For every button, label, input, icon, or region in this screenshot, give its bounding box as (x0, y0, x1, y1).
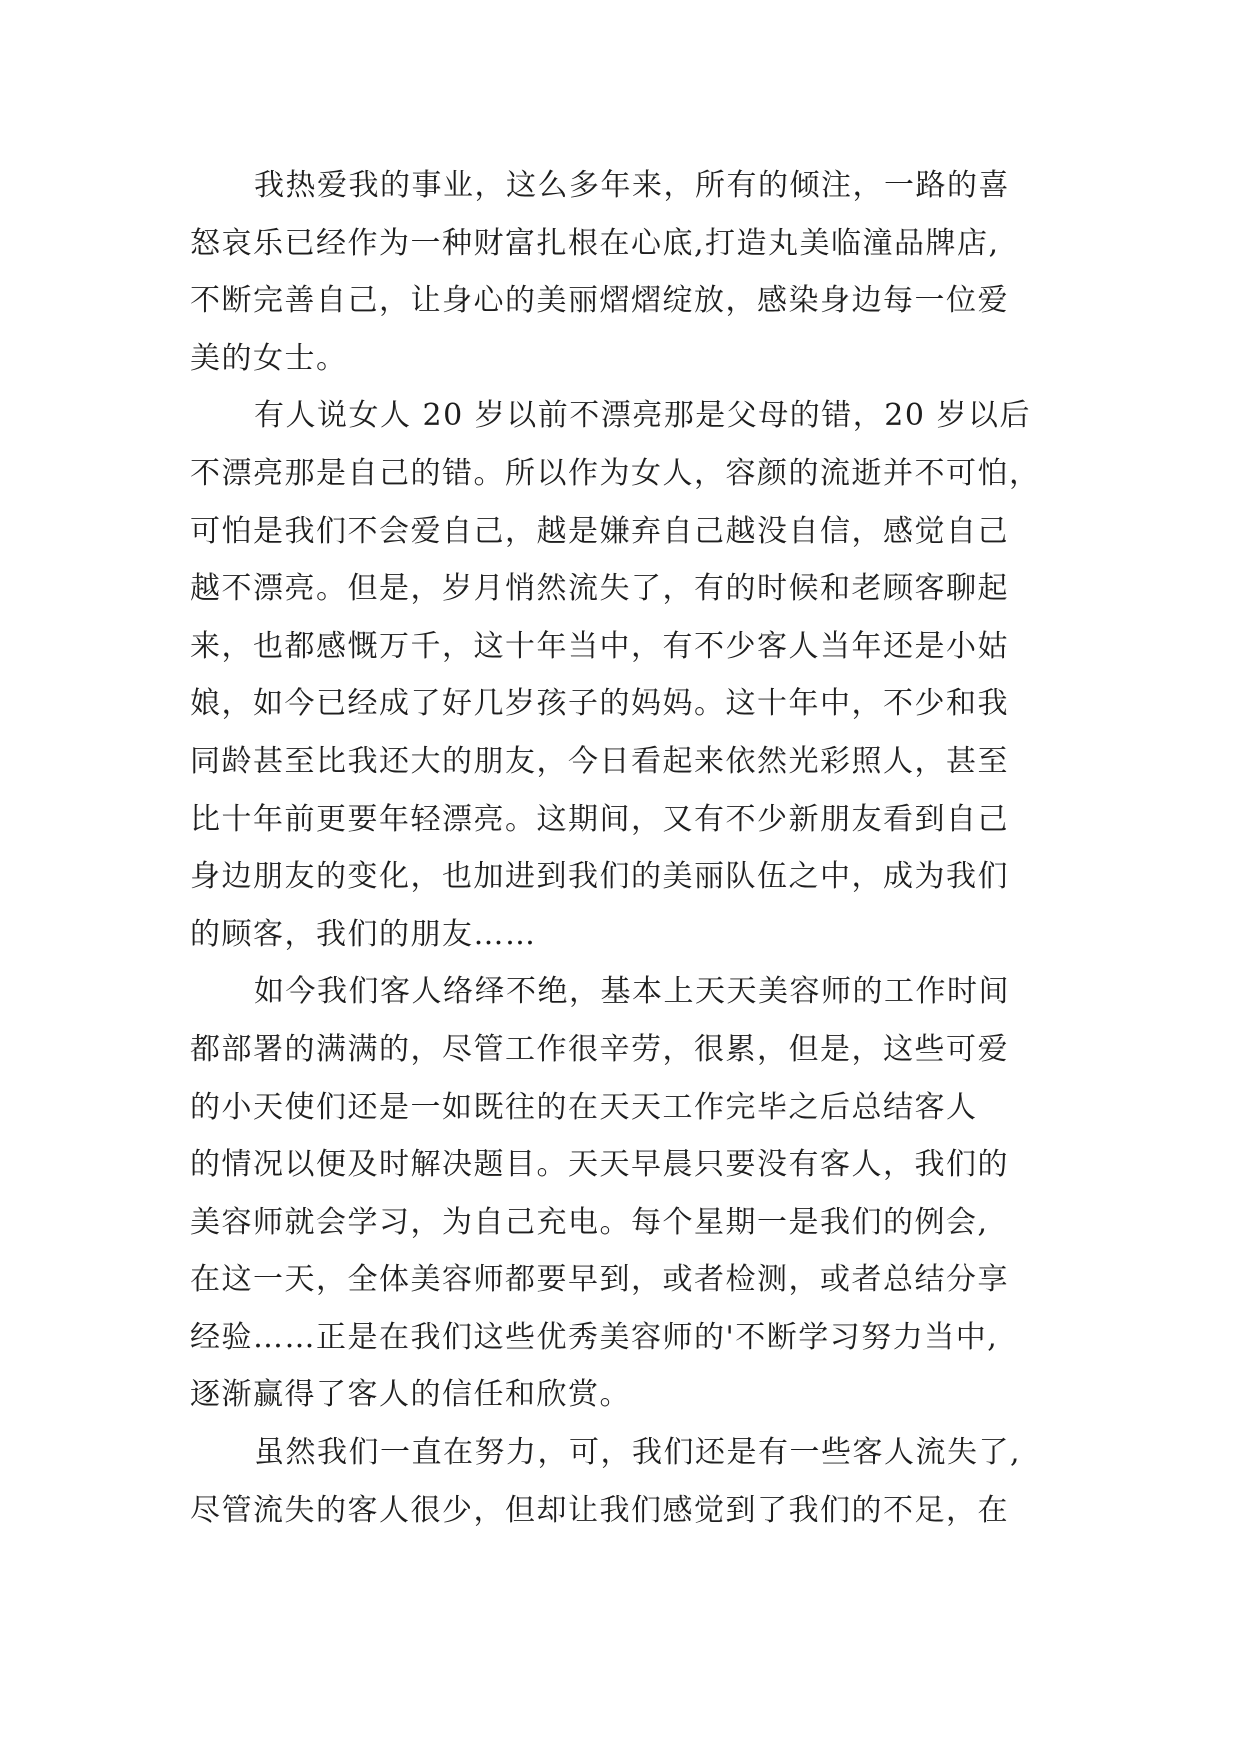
text-line: 的情况以便及时解决题目。天天早晨只要没有客人，我们的 (190, 1147, 1009, 1183)
text-line: 越不漂亮。但是，岁月悄然流失了，有的时候和老顾客聊起 (190, 571, 1009, 607)
document-body (190, 157, 1090, 1539)
paragraph-1 (190, 157, 1090, 387)
text-line: 有人说女人 20 岁以前不漂亮那是父母的错，20 岁以后 (254, 398, 1031, 434)
text-line: 如今我们客人络绎不绝，基本上天天美容师的工作时间 (254, 974, 1010, 1010)
text-line: 经验……正是在我们这些优秀美容师的'不断学习努力当中, (190, 1319, 999, 1355)
text-line: 美的女士。 (190, 340, 348, 376)
text-line: 来，也都感慨万千，这十年当中，有不少客人当年还是小姑 (190, 628, 1009, 664)
text-line: 虽然我们一直在努力，可，我们还是有一些客人流失了, (254, 1435, 1022, 1471)
paragraph-3 (190, 963, 1090, 1424)
text-line: 不漂亮那是自己的错。所以作为女人，容颜的流逝并不可怕， (190, 455, 1041, 491)
text-line: 尽管流失的客人很少，但却让我们感觉到了我们的不足，在 (190, 1492, 1009, 1528)
text-line: 同龄甚至比我还大的朋友，今日看起来依然光彩照人，甚至 (190, 743, 1009, 779)
text-line: 的小天使们还是一如既往的在天天工作完毕之后总结客人 (190, 1089, 978, 1125)
text-line: 逐渐赢得了客人的信任和欣赏。 (190, 1377, 631, 1413)
text-line: 的顾客，我们的朋友…… (190, 916, 537, 952)
text-line: 不断完善自己，让身心的美丽熠熠绽放，感染身边每一位爱 (190, 283, 1009, 319)
text-line: 都部署的满满的，尽管工作很辛劳，很累，但是，这些可爱 (190, 1031, 1009, 1067)
text-line: 怒哀乐已经作为一种财富扎根在心底,打造丸美临潼品牌店, (190, 225, 1000, 261)
text-line: 可怕是我们不会爱自己，越是嫌弃自己越没自信，感觉自己 (190, 513, 1009, 549)
text-line: 我热爱我的事业，这么多年来，所有的倾注，一路的喜 (254, 168, 1010, 203)
text-line: 美容师就会学习，为自己充电。每个星期一是我们的例会, (190, 1204, 989, 1240)
text-line: 比十年前更要年轻漂亮。这期间，又有不少新朋友看到自己 (190, 801, 1009, 837)
text-line: 在这一天，全体美容师都要早到，或者检测，或者总结分享 (190, 1262, 1009, 1298)
text-line: 身边朋友的变化，也加进到我们的美丽队伍之中，成为我们 (190, 859, 1009, 895)
paragraph-4 (190, 1424, 1090, 1539)
paragraph-2 (190, 387, 1090, 963)
text-line: 娘，如今已经成了好几岁孩子的妈妈。这十年中，不少和我 (190, 686, 1009, 722)
